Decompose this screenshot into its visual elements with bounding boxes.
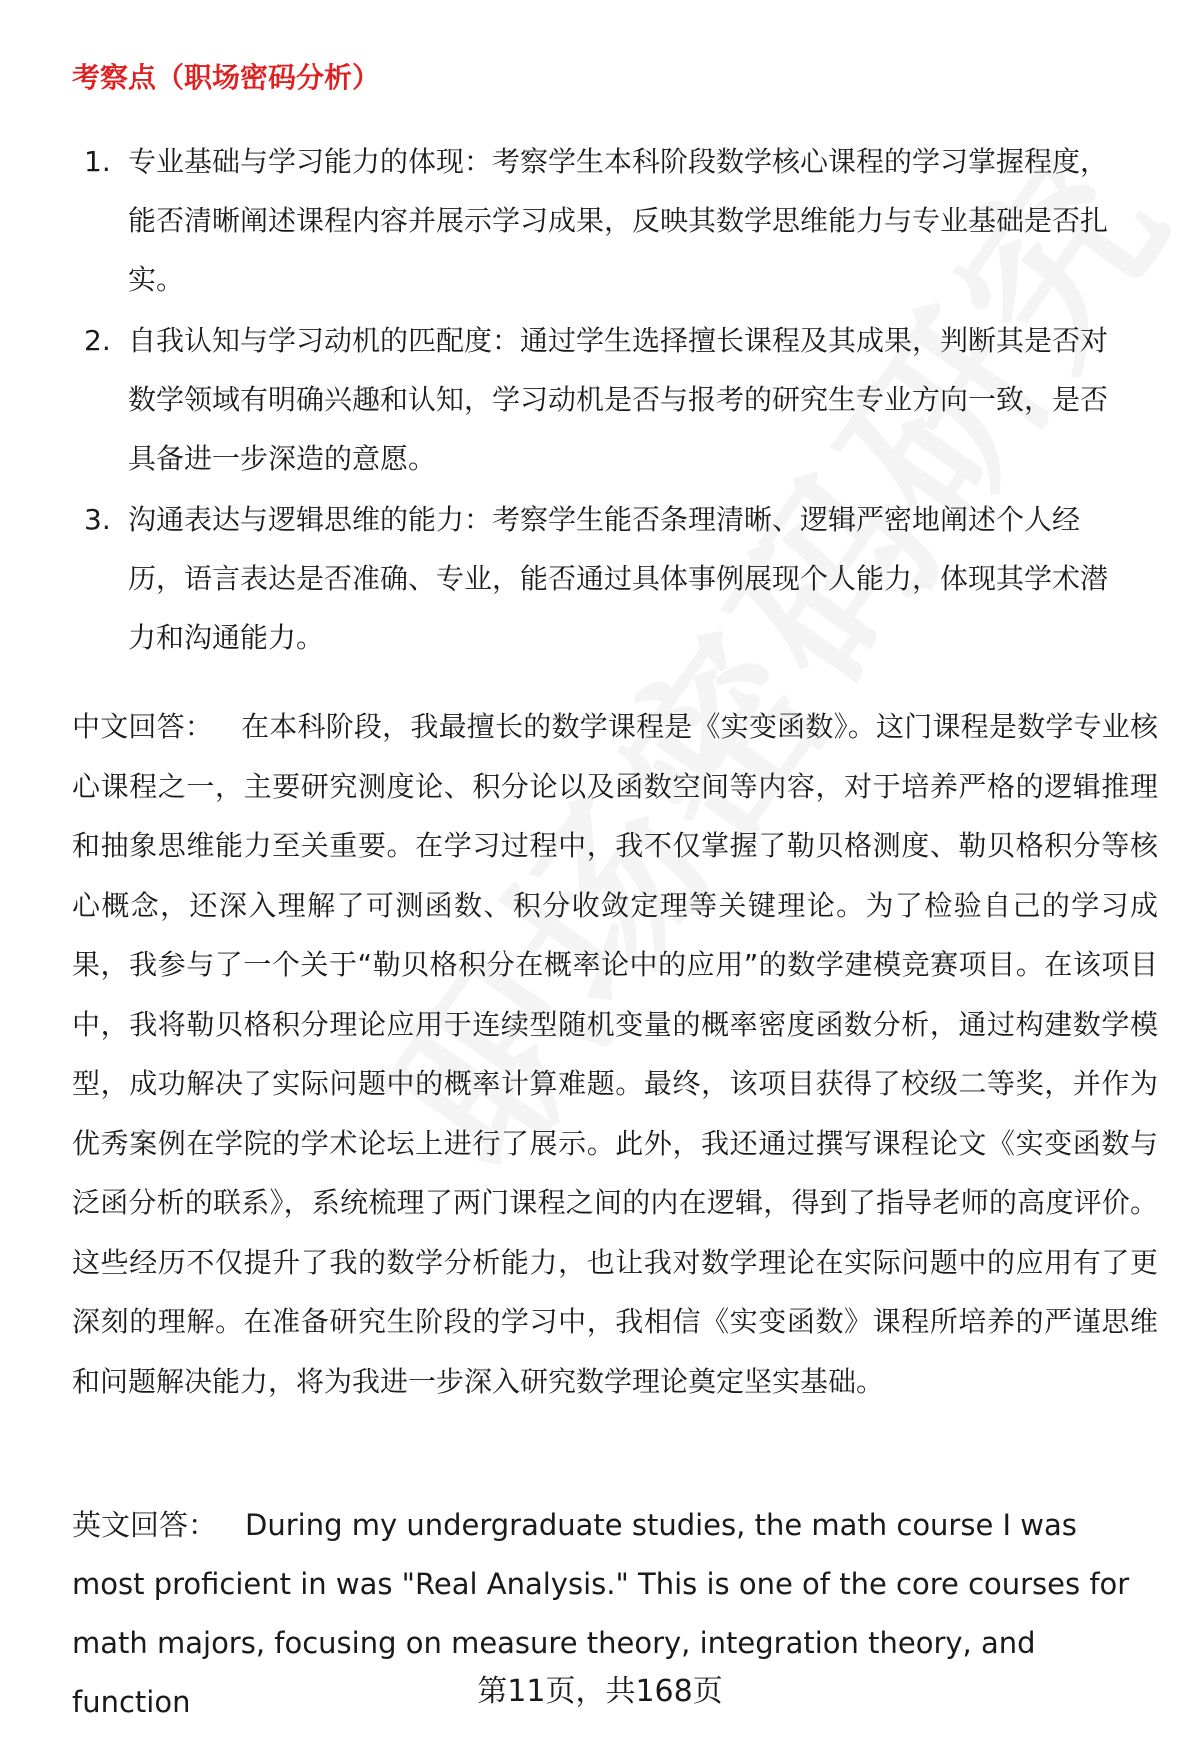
- list-item-text: 专业基础与学习能力的体现：考察学生本科阶段数学核心课程的学习掌握程度，能否清晰阐述课程内容并展示学习成果，反映其数学思维能力与专业基础是否扎实。: [128, 145, 1109, 296]
- list-item: [72, 311, 1132, 488]
- list-item-number: 2.: [84, 324, 111, 357]
- english-answer-label: 英文回答：: [72, 1508, 218, 1542]
- assessment-points-list: [72, 132, 1132, 669]
- english-answer-text: During my undergraduate studies, the math course I was most proficient in was "Real Analysis." This is one of the core courses for math majors, focusing on measure theory, integration theory, and function: [72, 1508, 1130, 1719]
- list-item-text: 沟通表达与逻辑思维的能力：考察学生能否条理清晰、逻辑严密地阐述个人经历，语言表达是否准确、专业，能否通过具体事例展现个人能力，体现其学术潜力和沟通能力。: [128, 503, 1109, 654]
- page-number-footer: 第11页，共168页: [477, 1674, 723, 1709]
- list-item: [72, 490, 1132, 667]
- chinese-answer-text: 在本科阶段，我最擅长的数学课程是《实变函数》。这门课程是数学专业核心课程之一，主要研究测度论、积分论以及函数空间等内容，对于培养严格的逻辑推理和抽象思维能力至关重要。在学习过程中，我不仅掌握了勒贝格测度、勒贝格积分等核心概念，还深入理解了可测函数、积分收敛定理等关键理论。为了检验自己的学习成果，我参与了一个关于“勒贝格积分在概率论中的应用”的数学建模竞赛项目。在该项目中，我将勒贝格积分理论应用于连续型随机变量的概率密度函数分析，通过构建数学模型，成功解决了实际问题中的概率计算难题。最终，该项目获得了校级二等奖，并作为优秀案例在学院的学术论坛上进行了展示。此外，我还通过撰写课程论文《实变函数与泛函分析的联系》，系统梳理了两门课程之间的内在逻辑，得到了指导老师的高度评价。这些经历不仅提升了我的数学分析能力，也让我对数学理论在实际问题中的应用有了更深刻的理解。在准备研究生阶段的学习中，我相信《实变函数》课程所培养的严谨思维和问题解决能力，将为我进一步深入研究数学理论奠定坚实基础。: [72, 710, 1158, 1398]
- list-item-number: 3.: [84, 503, 111, 536]
- chinese-answer-label: 中文回答：: [72, 710, 214, 743]
- chinese-answer-paragraph: [72, 697, 1158, 1411]
- list-item-text: 自我认知与学习动机的匹配度：通过学生选择擅长课程及其成果，判断其是否对数学领域有明确兴趣和认知，学习动机是否与报考的研究生专业方向一致，是否具备进一步深造的意愿。: [128, 324, 1109, 475]
- list-item-number: 1.: [84, 145, 111, 178]
- section-heading: 考察点（职场密码分析）: [72, 61, 381, 94]
- list-item: [72, 132, 1132, 309]
